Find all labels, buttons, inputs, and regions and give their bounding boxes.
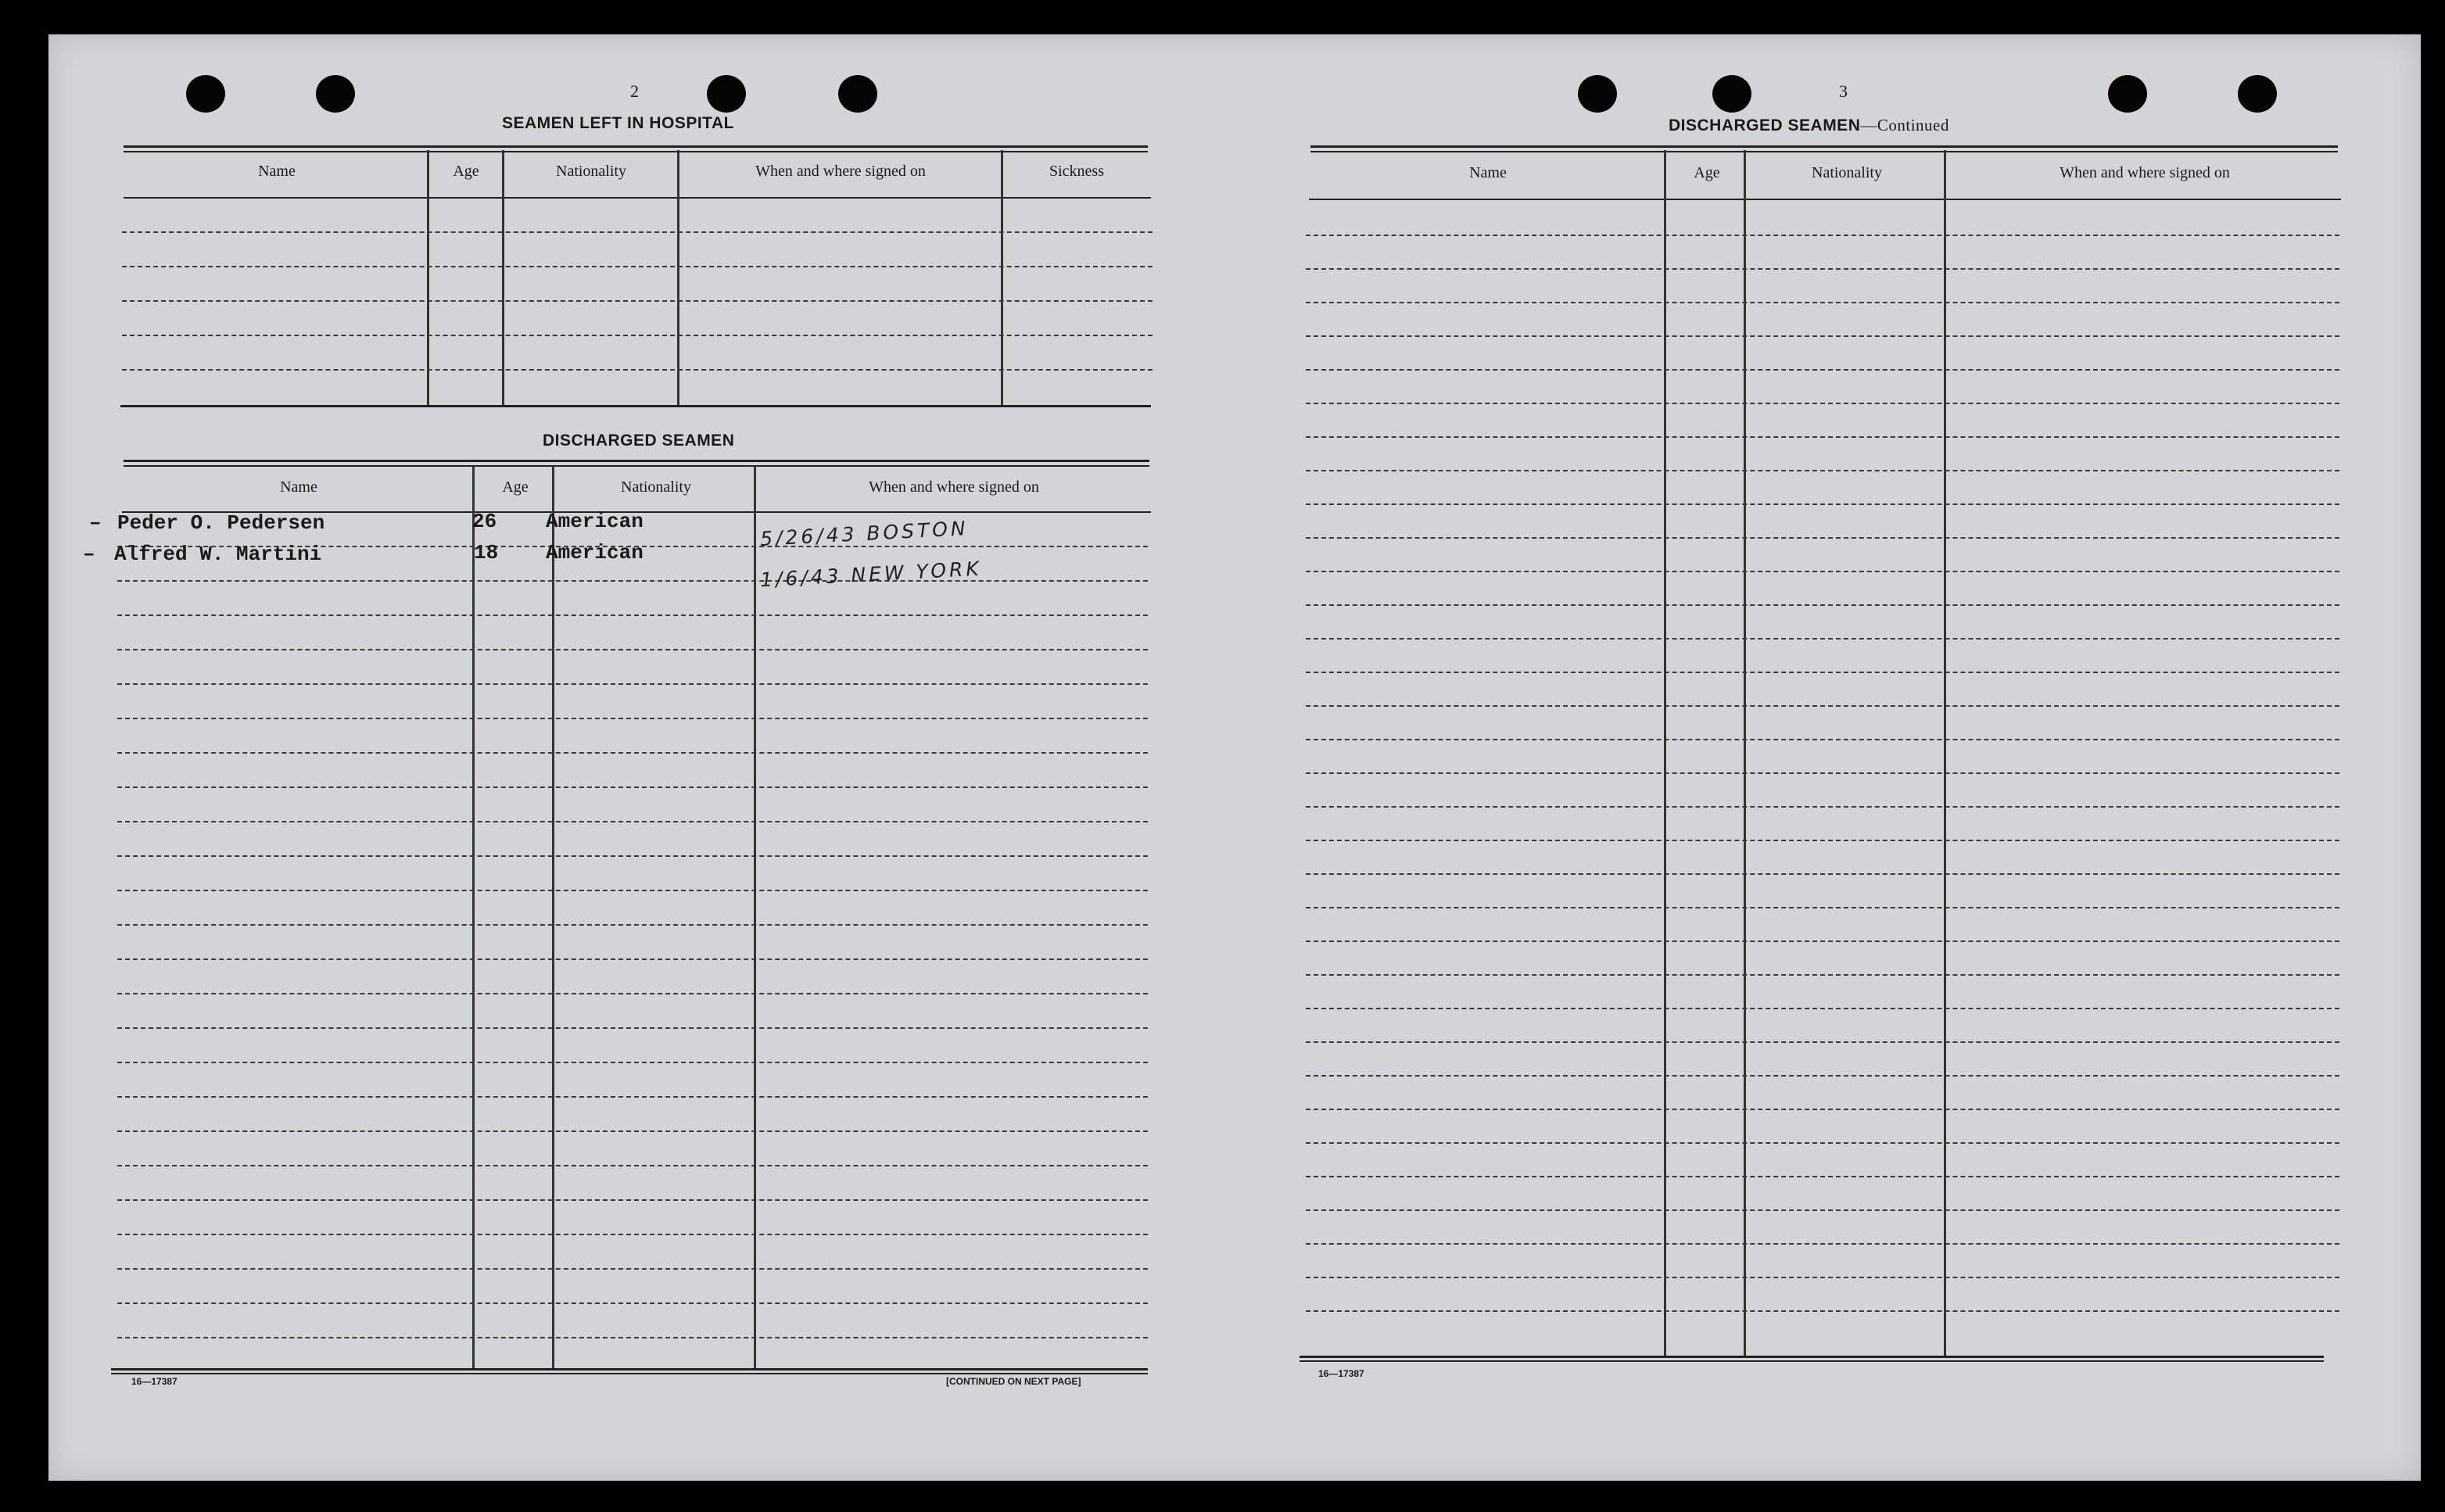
column-header-sickness: Sickness xyxy=(1049,163,1104,180)
column-header-nationality: Nationality xyxy=(556,163,626,180)
column-header-signed-on: When and where signed on xyxy=(2060,164,2230,181)
signed-on-handwritten: 5/26/43 BOSTON xyxy=(759,517,970,550)
punch-hole xyxy=(186,75,225,113)
punch-hole xyxy=(2238,75,2277,113)
discharged-continued-title xyxy=(1669,116,1949,135)
column-header-age: Age xyxy=(1694,164,1720,181)
column-header-nationality: Nationality xyxy=(621,478,691,496)
row-mark: – xyxy=(89,511,102,535)
column-header-nationality: Nationality xyxy=(1812,164,1882,181)
seaman-nationality: American xyxy=(546,510,644,533)
continued-suffix: —Continued xyxy=(1860,116,1949,134)
punch-hole xyxy=(707,75,746,113)
form-number: 16—17387 xyxy=(131,1376,177,1387)
discharged-section-title: DISCHARGED SEAMEN xyxy=(543,432,735,450)
form-number: 16—17387 xyxy=(1318,1368,1364,1379)
punch-hole xyxy=(2108,75,2147,113)
continued-note: [CONTINUED ON NEXT PAGE] xyxy=(946,1376,1081,1387)
punch-hole xyxy=(1712,75,1751,113)
column-header-age: Age xyxy=(453,163,479,180)
seaman-nationality: American xyxy=(546,541,644,564)
seaman-name: Peder O. Pedersen xyxy=(117,511,325,535)
row-mark: – xyxy=(83,543,95,566)
document-sheet xyxy=(48,34,2421,1481)
column-header-signed-on: When and where signed on xyxy=(869,478,1039,496)
page-number: 2 xyxy=(630,81,639,101)
punch-hole xyxy=(316,75,355,113)
column-header-name: Name xyxy=(280,478,317,496)
punch-hole xyxy=(1578,75,1617,113)
signed-on-handwritten: 1/6/43 NEW YORK xyxy=(759,557,983,592)
column-header-name: Name xyxy=(258,163,296,180)
seaman-age: 18 xyxy=(474,541,499,564)
seaman-name: Alfred W. Martini xyxy=(114,543,322,566)
hospital-section-title: SEAMEN LEFT IN HOSPITAL xyxy=(502,114,734,132)
page-number: 3 xyxy=(1839,81,1848,101)
column-header-name: Name xyxy=(1469,164,1507,181)
seaman-age: 26 xyxy=(472,510,497,533)
column-header-age: Age xyxy=(502,478,529,496)
column-header-signed-on: When and where signed on xyxy=(755,163,926,180)
section-title: DISCHARGED SEAMEN xyxy=(1669,116,1861,134)
punch-hole xyxy=(838,75,877,113)
